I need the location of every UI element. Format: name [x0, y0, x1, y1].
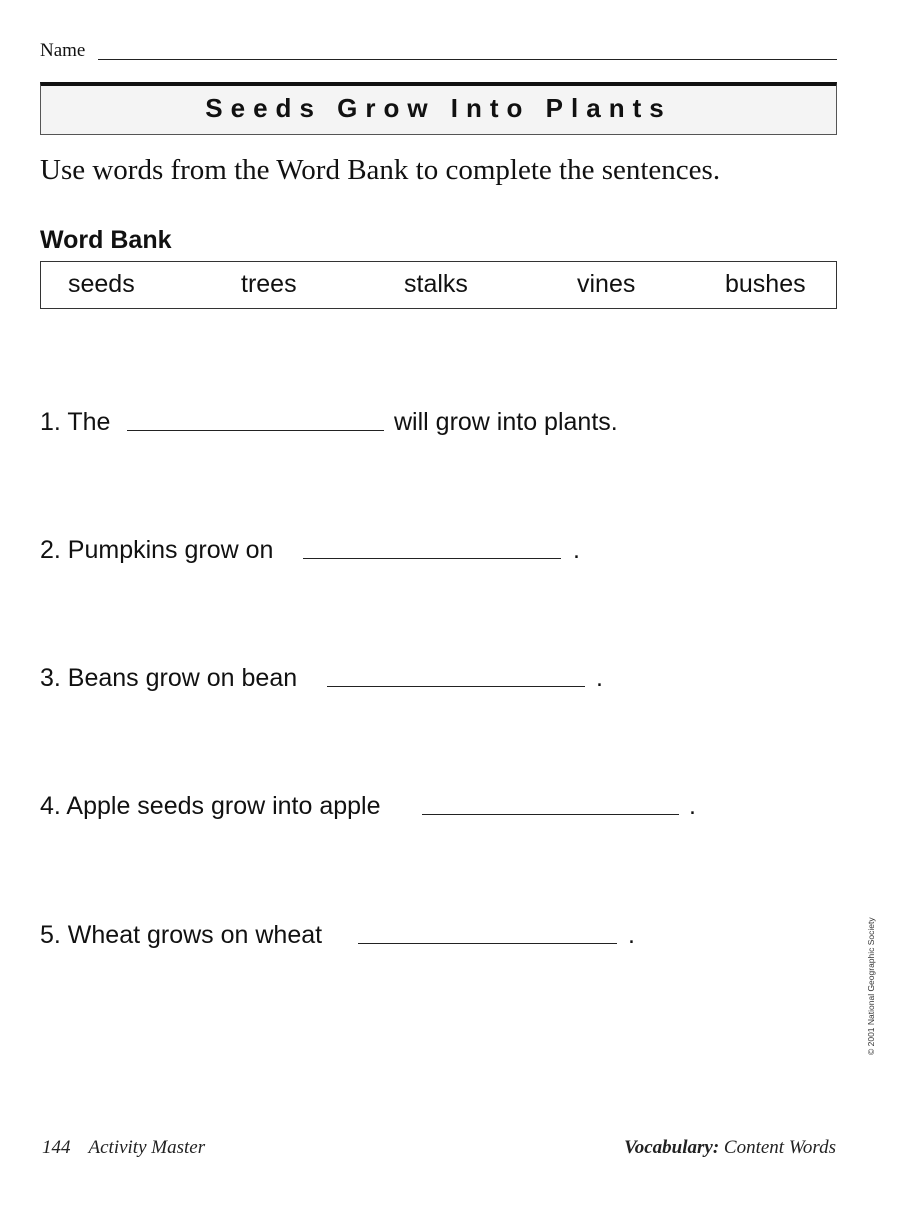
word-bank-heading: Word Bank [40, 226, 172, 254]
question-period: . [628, 921, 635, 949]
question-4 [40, 792, 840, 832]
question-period: . [689, 792, 696, 820]
answer-blank[interactable] [422, 814, 679, 815]
page-title: Seeds Grow Into Plants [205, 93, 672, 123]
word-bank-word: seeds [68, 270, 135, 298]
word-bank-word: vines [577, 270, 636, 298]
question-2 [40, 536, 840, 576]
copyright-notice: © 2001 National Geographic Society [866, 917, 876, 1055]
page-number: 144 [42, 1137, 71, 1158]
title-banner [40, 82, 837, 135]
footer-category: Vocabulary: [624, 1137, 720, 1158]
footer-right-label: Content Words [723, 1137, 836, 1158]
question-period: . [573, 536, 580, 564]
question-text: 3. Beans grow on bean [40, 664, 298, 692]
answer-blank[interactable] [358, 943, 617, 944]
footer-right [624, 1137, 836, 1159]
word-bank-word: trees [241, 270, 297, 298]
question-5 [40, 921, 840, 961]
answer-blank[interactable] [127, 430, 384, 431]
name-label: Name [40, 40, 86, 61]
question-text-after: will grow into plants. [394, 408, 618, 436]
footer-left-label: Activity Master [88, 1137, 206, 1158]
answer-blank[interactable] [303, 558, 561, 559]
word-bank-box [40, 261, 837, 309]
question-3 [40, 664, 840, 704]
question-text: 1. The [40, 408, 111, 436]
name-row [40, 38, 837, 64]
footer-left [42, 1137, 205, 1159]
question-1 [40, 408, 840, 448]
instructions: Use words from the Word Bank to complete the sentences. [40, 154, 721, 186]
question-text: 5. Wheat grows on wheat [40, 921, 323, 949]
name-input-line[interactable] [98, 59, 837, 60]
question-text: 2. Pumpkins grow on [40, 536, 274, 564]
answer-blank[interactable] [327, 686, 585, 687]
word-bank-word: bushes [725, 270, 806, 298]
question-text: 4. Apple seeds grow into apple [40, 792, 381, 820]
word-bank-word: stalks [404, 270, 468, 298]
question-period: . [596, 664, 603, 692]
